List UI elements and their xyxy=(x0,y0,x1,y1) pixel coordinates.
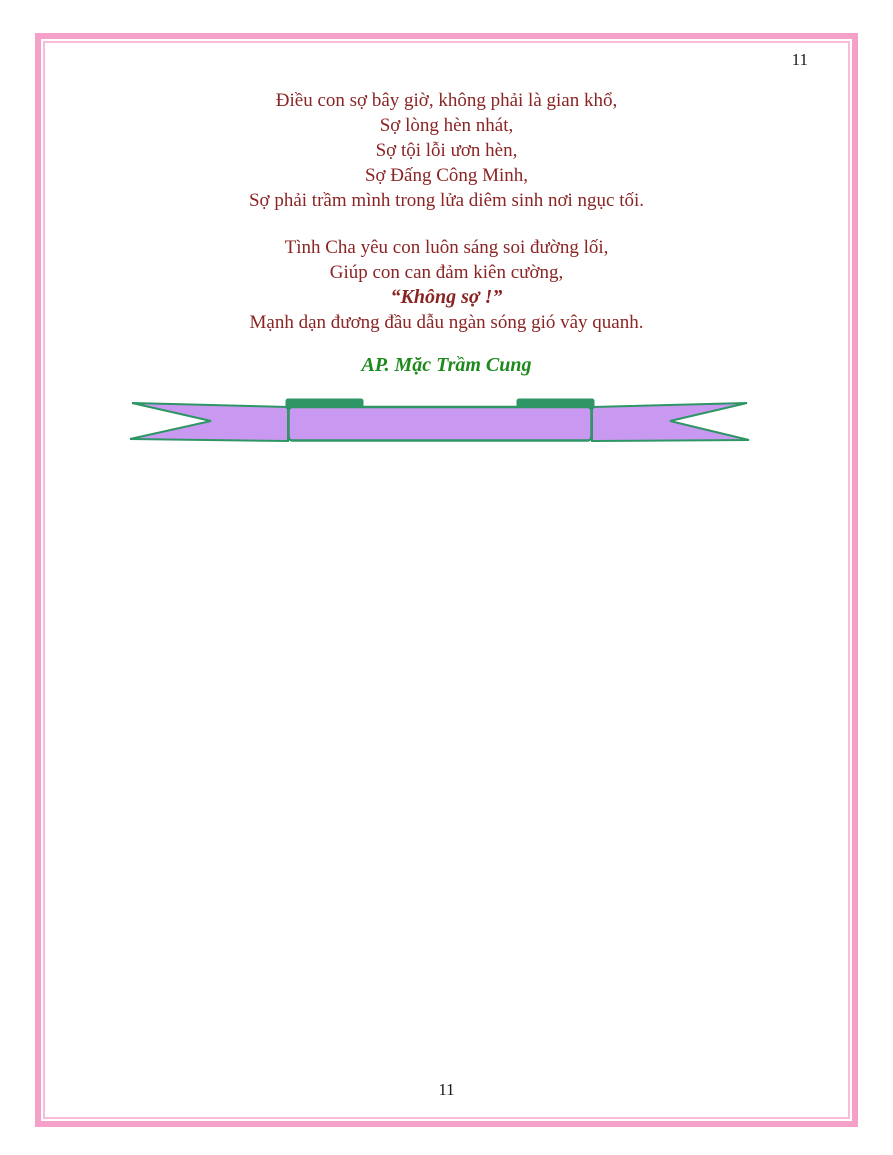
poem-line: Sợ Đấng Công Minh, xyxy=(364,165,529,186)
ribbon-banner-shape xyxy=(128,395,753,449)
poem-line: Sợ phải trầm mình trong lửa diêm sinh nơi ngục tối. xyxy=(248,190,645,211)
page-number-bottom: 11 xyxy=(438,1080,455,1099)
poem-stanza-1 xyxy=(35,88,858,213)
page-number-top: 11 xyxy=(791,50,808,69)
poem-block xyxy=(35,88,858,378)
poem-emphasized-line: “Không sợ !” xyxy=(390,286,503,308)
poem-line: Sợ tội lỗi ươn hèn, xyxy=(375,140,518,161)
ribbon-center-panel xyxy=(289,407,592,441)
author-signature: AP. Mặc Trầm Cung xyxy=(361,354,532,376)
ribbon-left-tail xyxy=(130,403,288,441)
poem-line: Điều con sợ bây giờ, không phải là gian khổ, xyxy=(275,90,618,111)
poem-line: Sợ lòng hèn nhát, xyxy=(379,115,514,136)
poem-line: Mạnh dạn đương đầu dẫu ngàn sóng gió vây quanh. xyxy=(249,312,644,333)
poem-line: Tình Cha yêu con luôn sáng soi đường lối, xyxy=(284,237,609,258)
poem-line: Giúp con can đảm kiên cường, xyxy=(329,262,564,283)
poem-stanza-2 xyxy=(35,235,858,335)
ribbon-right-tail xyxy=(592,403,749,441)
